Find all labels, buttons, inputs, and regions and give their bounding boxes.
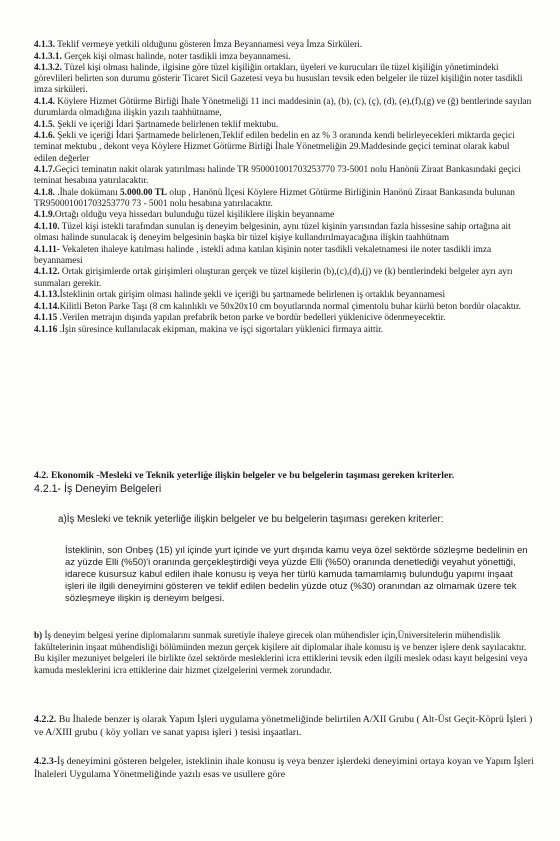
item-text: Gerçek kişi olması halinde, noter tasdikli imza beyannamesi.	[61, 51, 291, 62]
item-text: Geçici teminatın nakit olarak yatırılması halinde TR 950001001703253770 73-5001 nolu Hanönü Ziraat Bankasındaki geçici teminat hesabına yatırılacaktır.	[34, 165, 521, 187]
paragraph-b-text: İş deneyim belgesi yerine diplomalarını sunmak suretiyle ihaleye girecek olan mühendisler için,Üniversitelerin mühendislik fakültelerinin inşaat mühendisliği bölümünden mezun gerçek kişilere ait diplomalar ihale konusu iş ve benzer işlere denk sayılacaktır. Bu kişiler mezuniyet belgeleri ile birlikte özel sektörde mesleklerini icra ettiklerini tevsik eden ilgili meslek odası kayıt belgesini veya kamuda mesleklerini icra ettiklerine dair hizmet çizelgelerini vermek zorundadır.	[34, 630, 528, 675]
item-text-rest: olup , Hanönü İlçesi Köylere Hizmet Götürme Birliğinin Hanönü Ziraat Bankasında bulunan TR950001001703253770 73 - 5001 nolu hesabına yatırılacaktır.	[34, 187, 515, 209]
experience-criteria-text: İsteklinin, son Onbeş (15) yıl içinde yurt içinde ve yurt dışında kamu veya özel sektörde sözleşme bedelinin en az yüzde Elli (%50)'i oranında gerçekleştirdiği veya yüzde Elli (%50) oranında denetlediği veyahut yönettiği, idarece kusursuz kabul edilen ihale konusu iş veya her türlü kamuda tamamlamış bulunduğu yapımı inşaat işleri ile ilgili deneyimini gösteren ve teklif edilen bedelin yüzde otuz (%30) oranından az olmamak üzere tek sözleşmeye ilişkin iş deneyim belgesi.	[65, 545, 528, 605]
item-4-1-4	[34, 97, 534, 119]
paragraph-4-2-2	[34, 713, 539, 739]
paragraph-4-2-3	[34, 755, 539, 781]
item-4-1-7	[34, 165, 534, 187]
paragraph-b-label: b)	[34, 630, 43, 640]
paragraph-b	[34, 630, 537, 676]
paragraph-text: İş deneyimini gösteren belgeler, isteklinin ihale konusu iş veya benzer işlerdeki deneyimini ortaya koyan ve Yapım İşleri İhaleleri Uygulama Yönetmeliğinde yazılı esas ve usullere göre	[34, 756, 534, 780]
item-text: .İhale dokümanı	[54, 187, 120, 198]
item-4-1-3-2	[34, 63, 534, 97]
item-4-1-6	[34, 131, 534, 165]
item-number: 4.1.9.	[34, 210, 55, 221]
section-4-1-list	[34, 40, 534, 336]
paragraph-text: Bu İhalede benzer iş olarak Yapım İşleri uygulama yönetmeliğinde belirtilen A/XII Grubu ( Alt-Üst Geçit-Köprü İşleri ) ve A/XIII grubu ( köy yolları ve sanat yapısı işleri ) tesisi inşaatları.	[34, 714, 533, 738]
section-heading-4-2: 4.2. Ekonomik -Mesleki ve Teknik yeterliğe ilişkin belgeler ve bu belgelerin taşıması gereken kriterler.	[34, 470, 455, 481]
item-4-1-16	[34, 325, 534, 336]
item-text: .İşin süresince kullanılacak ekipman, makina ve işçi sigortaları yüklenici firmaya aittir.	[57, 324, 384, 335]
item-4-1-3	[34, 40, 534, 51]
paragraph-number: 4.2.2.	[34, 714, 57, 725]
item-text: Ortak girişimlerde ortak girişimleri oluşturan gerçek ve tüzel kişilerin (b),(c),(d),(j) ve (k) bentlerindeki belgeler ayrı ayrı sunmaları gerekir.	[34, 267, 513, 289]
item-number: 4.1.14.	[34, 301, 60, 312]
item-text: Kilitli Beton Parke Taşı (8 cm kalınlıklı ve 50x20x10 cm boyutlarında normal çimentolu buhar kürlü beton bordür olacaktır.	[59, 301, 521, 312]
item-number: 4.1.13.	[34, 290, 60, 301]
item-text: Tüzel kişi istekli tarafından sunulan iş deneyim belgesinin, aynı tüzel kişinin yarısından fazla hissesine sahip ortağına ait olması halinde sunulacak iş deneyim belgesinin başka bir tüzel kişiye kullandırılmayacağına ilişkin taahhütnam	[34, 221, 511, 244]
item-number: 4.1.5.	[34, 119, 55, 130]
item-text: Şekli ve içeriği İdari Şartnamede belirlenen,Teklif edilen bedelin en az % 3 oranında kendi belirleyecekleri miktarda geçici teminat mektubu , dekont veya Köylere Hizmet Götürme Birliği İhale Yönetmeliğin 29.Maddesinde geçici teminat olarak kabul edilen değerler	[34, 131, 515, 164]
item-4-1-3-1	[34, 52, 534, 63]
item-number: 4.1.11-	[34, 244, 60, 255]
item-number: 4.1.4.	[34, 96, 55, 107]
item-number: 4.1.3.2.	[34, 63, 62, 73]
item-number: 4.1.12.	[34, 267, 60, 278]
item-text: Vekaleten ihaleye katılması halinde , istekli adına katılan kişinin noter tasdikli vekaletnamesi ile noter tasdikli imza beyannamesi	[34, 244, 492, 266]
item-text: İsteklinin ortak girişim olması halinde şekli ve içeriği bu şartnamede belirlenen iş ortaklık beyannamesi	[59, 290, 446, 301]
subsection-a-heading: a)İş Mesleki ve teknik yeterliğe ilişkin belgeler ve bu belgelerin taşıması gereken kriterler:	[58, 514, 444, 525]
item-4-1-13	[34, 290, 534, 301]
item-4-1-5	[34, 120, 534, 131]
paragraph-number: 4.2.3-	[34, 756, 58, 767]
item-text: Köylere Hizmet Götürme Birliği İhale Yönetmeliği 11 inci maddesinin (a), (b), (c), (ç), (d), (e),(f),(g) ve (ğ) bentlerinde sayılan durumlarda olmadığına ilişkin yazılı taahhütname,	[34, 96, 532, 119]
item-text: Şekli ve içeriği İdari Şartnamede belirlenen teklif mektubu.	[54, 119, 279, 130]
item-4-1-10	[34, 222, 534, 244]
item-number: 4.1.15	[34, 313, 58, 324]
item-number: 4.1.3.	[34, 40, 55, 50]
item-4-1-11	[34, 245, 534, 267]
item-number: 4.1.16	[34, 324, 58, 335]
item-4-1-12	[34, 267, 534, 289]
item-4-1-15	[34, 313, 534, 324]
item-number: 4.1.7.	[34, 165, 55, 176]
item-number: 4.1.10.	[34, 221, 60, 232]
item-number: 4.1.3.1.	[34, 51, 62, 62]
item-text: Tüzel kişi olması halinde, ilgisine göre tüzel kişiliğin ortakları, üyeleri ve kurucuları ile tüzel kişiliğin yönetimindeki görevlileri belirten son durumu gösterir Ticaret Sicil Gazetesi veya bu hususları tevsik eden belgeler ile tüzel kişiliğin noter tasdikli imza sirküleri.	[34, 63, 523, 96]
item-text: .Verilen metrajın dışında yapılan prefabrik beton parke ve bordür bedelleri yüklenicive ödenmeyecektir.	[57, 313, 446, 324]
item-4-1-9	[34, 210, 534, 221]
item-text: Teklif vermeye yetkili olduğunu gösteren İmza Beyannamesi veya İmza Sirküleri.	[54, 40, 363, 50]
item-4-1-8	[34, 188, 534, 210]
item-number: 4.1.6.	[34, 131, 55, 142]
item-number: 4.1.8.	[34, 187, 55, 198]
section-heading-4-2-1: 4.2.1- İş Deneyim Belgeleri	[34, 483, 162, 495]
item-text: Ortağı olduğu veya hissedarı bulunduğu tüzel kişiliklere ilişkin beyanname	[54, 210, 335, 221]
document-fee: 5.000.00 TL	[119, 187, 168, 198]
item-4-1-14	[34, 302, 534, 313]
